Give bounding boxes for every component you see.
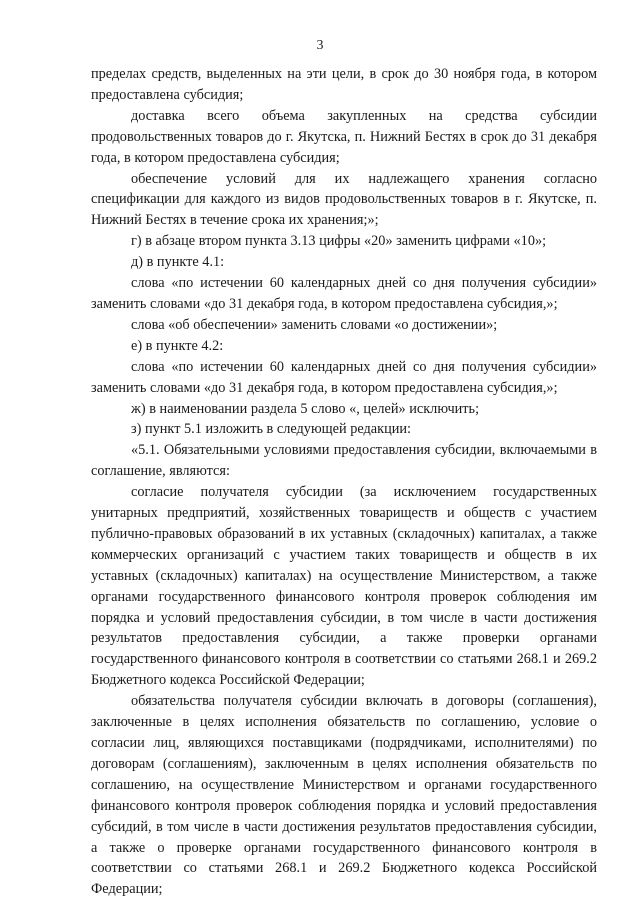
paragraph-item-d: д) в пункте 4.1:	[131, 254, 225, 271]
paragraph-item-z: з) пункт 5.1 изложить в следующей редакции:	[131, 421, 411, 438]
paragraph-item-g: г) в абзаце втором пункта 3.13 цифры «20» заменить цифрами «10»;	[131, 233, 547, 250]
page-number: 3	[316, 38, 324, 53]
paragraph-consent: согласие получателя субсидии (за исключением государственных унитарных предприятий, хозяйственных товариществ и обществ с участием публично-правовых образований в их уставных (складочных) капиталах, а также коммерческих организаций с участием таких товариществ и обществ в их уставных (складочных) капиталах) на осуществление Министерством, а также органами государственного финансового контроля проверок соблюдения им порядка и условий предоставления субсидии, в том числе в части достижения результатов предоставления субсидии, а также проверки органами государственного финансового контроля в соответствии со статьями 268.1 и 269.2 Бюджетного кодекса Российской Федерации;	[91, 484, 597, 689]
paragraph-clause-5-1: «5.1. Обязательными условиями предоставления субсидии, включаемыми в соглашение, являются:	[91, 442, 597, 480]
paragraph-delivery: доставка всего объема закупленных на средства субсидии продовольственных товаров до г. Якутска, п. Нижний Бестях в срок до 31 декабря года, в котором предоставлена субсидия;	[91, 107, 597, 166]
paragraph-item-d-words-1: слова «по истечении 60 календарных дней со дня получения субсидии» заменить словами «до 31 декабря года, в котором предоставлена субсидия,»;	[91, 275, 597, 312]
document-body	[91, 64, 597, 900]
paragraph-continuation: пределах средств, выделенных на эти цели, в срок до 30 ноября года, в котором предоставлена субсидия;	[91, 66, 597, 103]
paragraph-item-zh: ж) в наименовании раздела 5 слово «, целей» исключить;	[131, 400, 480, 417]
paragraph-obligation: обязательства получателя субсидии включать в договоры (соглашения), заключенные в целях исполнения обязательств по соглашению, условие о согласии лиц, являющихся поставщиками (подрядчиками, исполнителями) по договорам (соглашениям), заключенным в целях исполнения обязательств по соглашению, на осуществление Министерством и органами государственного финансового контроля проверок соблюдения порядка и условий предоставления субсидий, в том числе в части достижения результатов предоставления субсидии, а также о проверке органами государственного финансового контроля в соответствии со статьями 268.1 и 269.2 Бюджетного кодекса Российской Федерации;	[91, 693, 597, 898]
paragraph-item-e-words: слова «по истечении 60 календарных дней со дня получения субсидии» заменить словами «до 31 декабря года, в котором предоставлена субсидия,»;	[91, 358, 597, 396]
paragraph-storage: обеспечение условий для их надлежащего хранения согласно спецификации для каждого из видов продовольственных товаров в г. Якутске, п. Нижний Бестях в течение срока их хранения;»;	[91, 170, 597, 229]
paragraph-item-e: е) в пункте 4.2:	[131, 337, 224, 354]
paragraph-item-d-words-2: слова «об обеспечении» заменить словами «о достижении»;	[131, 316, 498, 333]
